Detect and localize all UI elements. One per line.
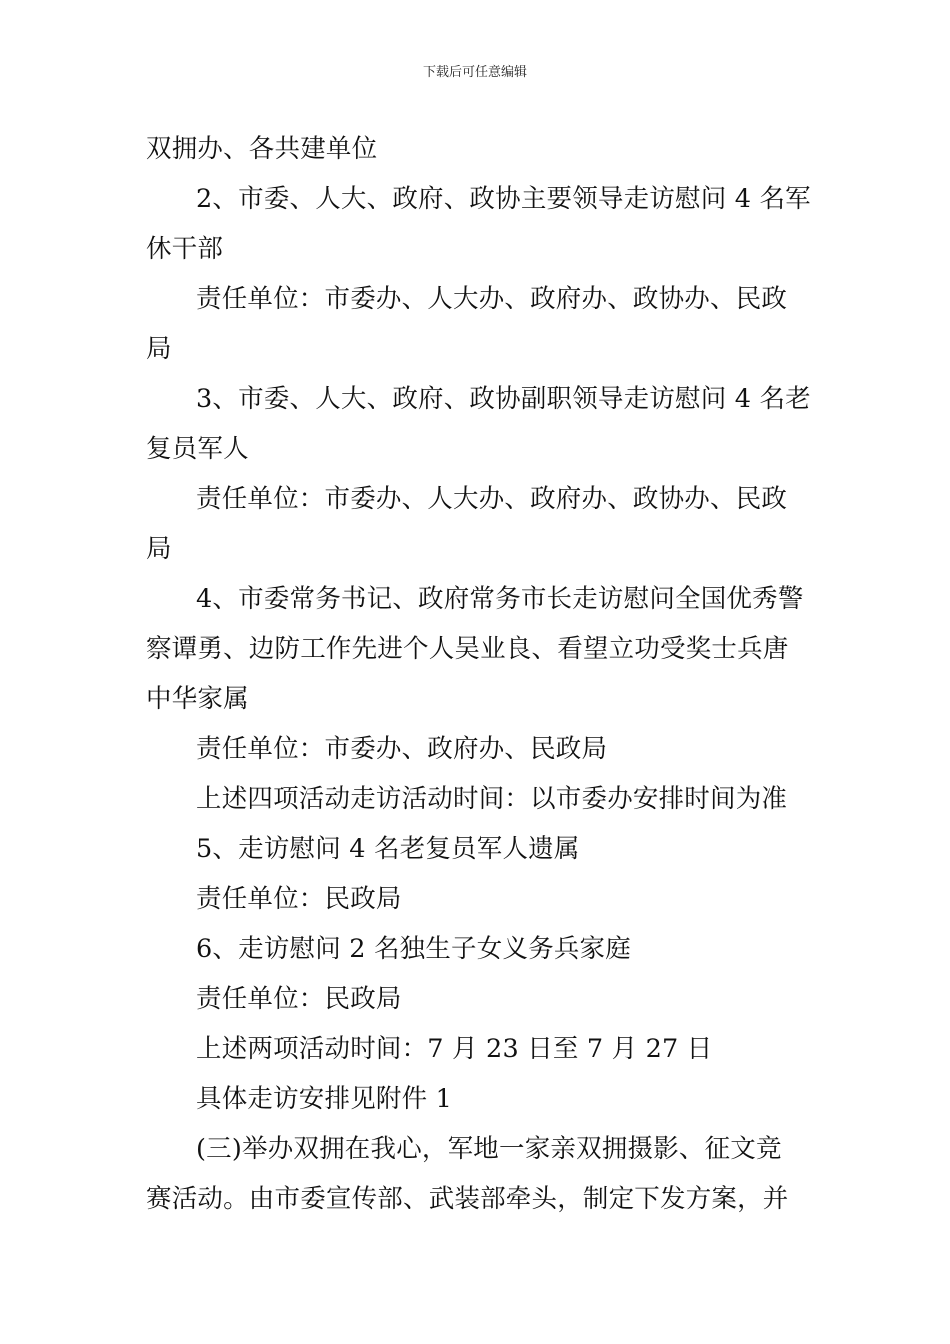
text-line: 6、走访慰问 2 名独生子女义务兵家庭 (196, 934, 631, 964)
text-line: 赛活动。由市委宣传部、武装部牵头，制定下发方案，并 (146, 1184, 789, 1214)
text-line: 5、走访慰问 4 名老复员军人遗属 (196, 834, 580, 864)
text-line: 休干部 (146, 234, 224, 264)
text-line: 责任单位：民政局 (196, 984, 402, 1014)
text-line: 中华家属 (146, 684, 249, 714)
text-line: 上述两项活动时间：7 月 23 日至 7 月 27 日 (196, 1034, 713, 1064)
text-line: (三)举办双拥在我心，军地一家亲双拥摄影、征文竞 (196, 1134, 782, 1164)
text-line: 上述四项活动走访活动时间：以市委办安排时间为准 (196, 784, 788, 814)
text-line: 2、市委、人大、政府、政协主要领导走访慰问 4 名军 (196, 184, 811, 214)
text-line: 察谭勇、边防工作先进个人吴业良、看望立功受奖士兵唐 (146, 634, 789, 664)
text-line: 责任单位：市委办、政府办、民政局 (196, 734, 608, 764)
text-line: 局 (146, 534, 172, 564)
document-body (146, 124, 811, 1224)
text-line: 3、市委、人大、政府、政协副职领导走访慰问 4 名老 (196, 384, 811, 414)
page-header: 下载后可任意编辑 (422, 65, 527, 80)
text-line: 具体走访安排见附件 1 (196, 1084, 453, 1114)
text-line: 责任单位：民政局 (196, 884, 402, 914)
text-line: 局 (146, 334, 172, 364)
text-line: 双拥办、各共建单位 (146, 134, 378, 164)
text-line: 复员军人 (146, 434, 249, 464)
text-line: 责任单位：市委办、人大办、政府办、政协办、民政 (196, 484, 788, 514)
text-line: 4、市委常务书记、政府常务市长走访慰问全国优秀警 (196, 584, 804, 614)
text-line: 责任单位：市委办、人大办、政府办、政协办、民政 (196, 284, 788, 314)
